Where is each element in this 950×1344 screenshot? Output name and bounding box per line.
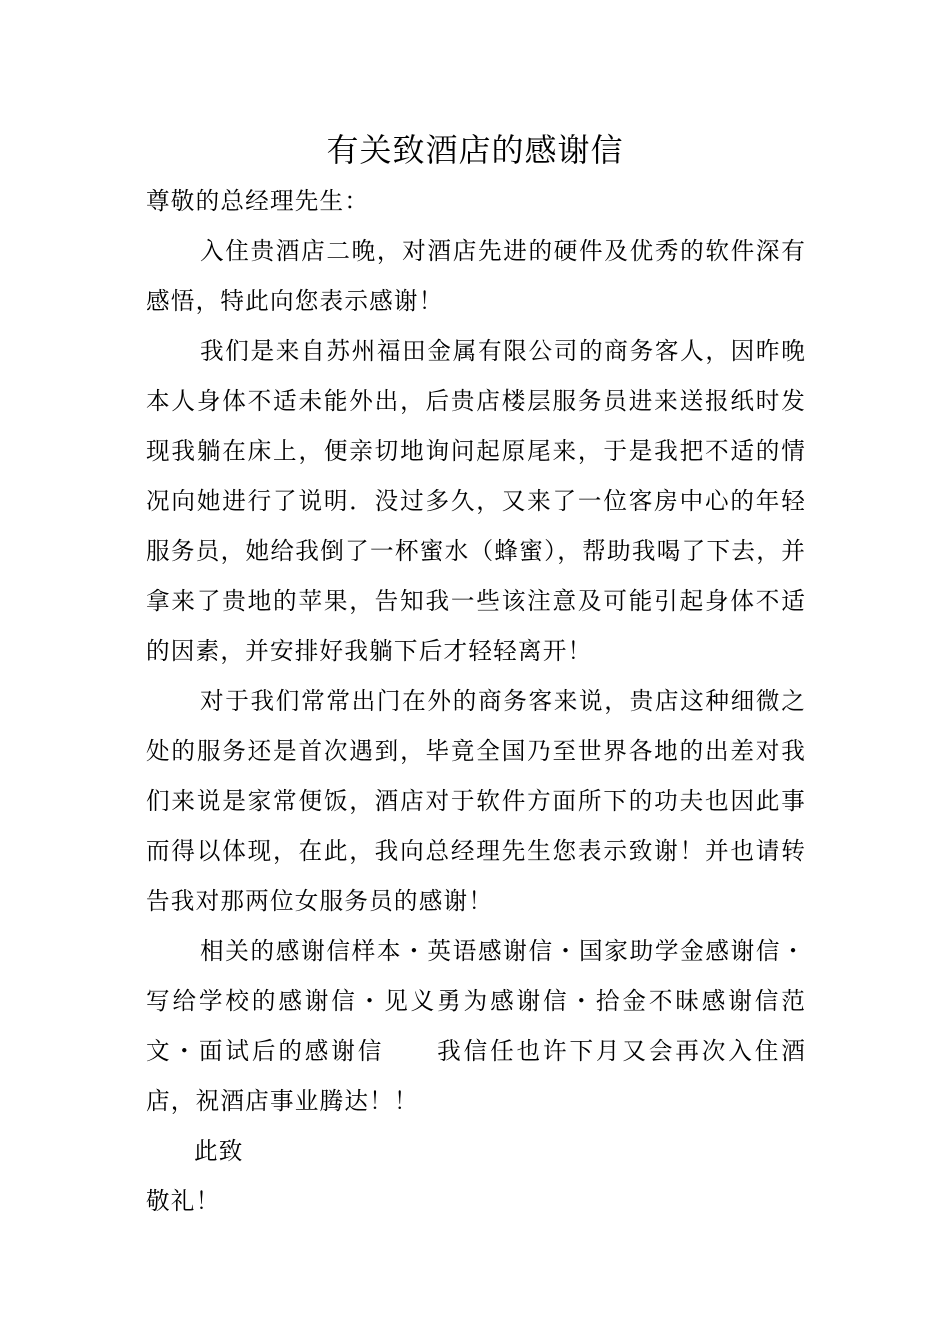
closing-line-1: 此致 [194,1137,244,1165]
document-title: 有关致酒店的感谢信 [326,131,624,169]
paragraph-2: 我们是来自苏州福田金属有限公司的商务客人，因昨晚本人身体不适未能外出，后贵店楼层服务员进来送报纸时发现我躺在床上，便亲切地询问起原尾来，于是我把不适的情况向她进行了说明．没过多久，又来了一位客房中心的年轻服务员，她给我倒了一杯蜜水（蜂蜜），帮助我喝了下去，并拿来了贵地的苹果，告知我一些该注意及可能引起身体不适的因素，并安排好我躺下后才轻轻离开！ [146,337,806,665]
closing-line-2: 敬礼！ [146,1187,221,1215]
paragraph-1: 入住贵酒店二晚，对酒店先进的硬件及优秀的软件深有感悟，特此向您表示感谢！ [146,237,806,315]
letter-body [146,176,806,1226]
salutation: 尊敬的总经理先生： [146,187,370,215]
paragraph-4: 相关的感谢信样本・英语感谢信・国家助学金感谢信・写给学校的感谢信・见义勇为感谢信・拾金不昧感谢信范文・面试后的感谢信 我信任也许下月又会再次入住酒店，祝酒店事业腾达！！ [146,937,806,1115]
paragraph-3: 对于我们常常出门在外的商务客来说，贵店这种细微之处的服务还是首次遇到，毕竟全国乃至世界各地的出差对我们来说是家常便饭，酒店对于软件方面所下的功夫也因此事而得以体现，在此，我向总经理先生您表示致谢！并也请转告我对那两位女服务员的感谢！ [146,687,806,915]
